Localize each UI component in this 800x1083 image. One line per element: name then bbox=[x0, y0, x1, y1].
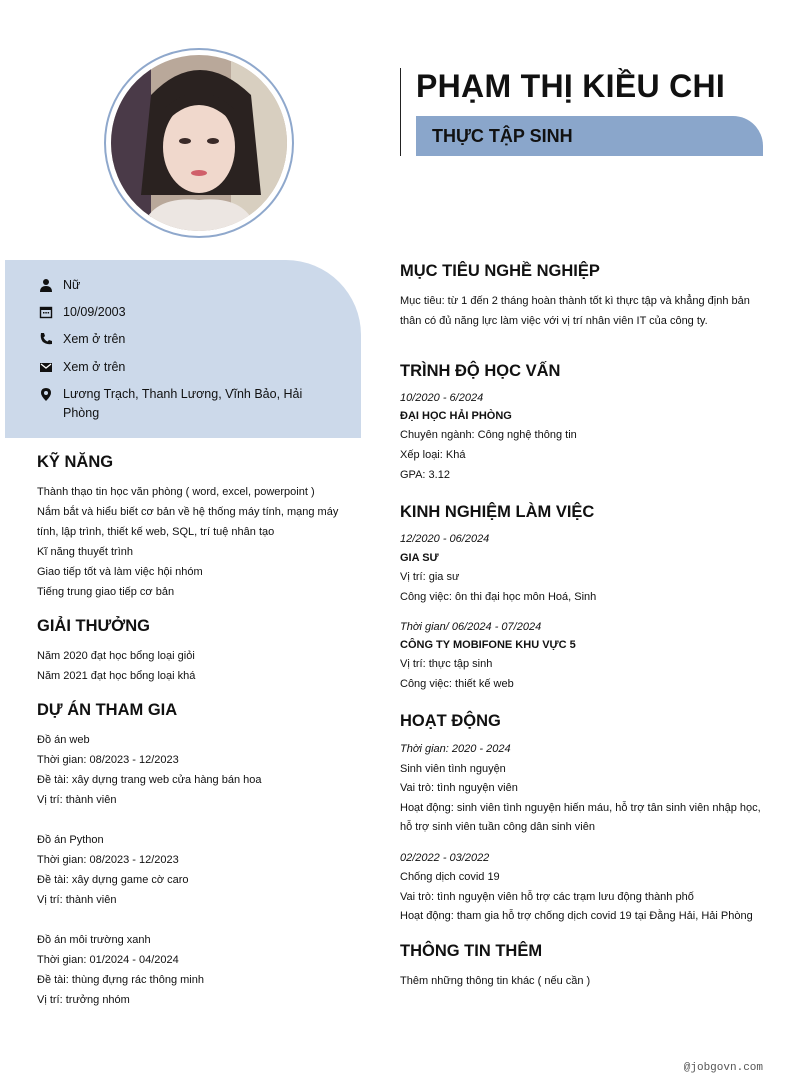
activity-name: Sinh viên tình nguyện bbox=[400, 762, 506, 775]
activity-time: 02/2022 - 03/2022 bbox=[400, 851, 490, 864]
contact-email bbox=[37, 358, 317, 377]
email-text: Xem ở trên bbox=[63, 360, 126, 374]
projects-section bbox=[37, 700, 262, 1010]
skill-line: Nắm bắt và hiểu biết cơ bản về hệ thống máy tính, mạng máy bbox=[37, 506, 339, 518]
candidate-name: PHẠM THỊ KIỀU CHI bbox=[416, 68, 726, 104]
section-title: KỸ NĂNG bbox=[37, 453, 114, 471]
section-title: MỤC TIÊU NGHỀ NGHIỆP bbox=[400, 262, 600, 280]
project-time: Thời gian: 08/2023 - 12/2023 bbox=[37, 854, 179, 866]
experience-work: Công việc: ôn thi đại học môn Hoá, Sinh bbox=[400, 591, 597, 603]
person-icon bbox=[39, 278, 53, 292]
birthday-text: 10/09/2003 bbox=[63, 305, 126, 319]
experience-role: Vị trí: thực tập sinh bbox=[400, 658, 493, 670]
project-role: Vị trí: trưởng nhóm bbox=[37, 994, 130, 1006]
project-topic: Đề tài: thùng đựng rác thông minh bbox=[37, 974, 204, 986]
experience-org: CÔNG TY MOBIFONE KHU VỰC 5 bbox=[400, 639, 576, 651]
section-title: KINH NGHIỆM LÀM VIỆC bbox=[400, 503, 595, 521]
more-info-text: Thêm những thông tin khác ( nếu cần ) bbox=[400, 975, 591, 987]
education-time: 10/2020 - 6/2024 bbox=[400, 392, 484, 404]
activity-role: Vai trò: tình nguyện viên hỗ trợ các trạm lưu động thành phố bbox=[400, 890, 694, 903]
skills-section bbox=[37, 452, 338, 602]
skill-line: Giao tiếp tốt và làm việc hội nhóm bbox=[37, 566, 203, 578]
gender-text: Nữ bbox=[63, 278, 81, 292]
project-time: Thời gian: 08/2023 - 12/2023 bbox=[37, 754, 179, 766]
award-line: Năm 2021 đạt học bổng loại khá bbox=[37, 670, 196, 682]
section-title: HOẠT ĐỘNG bbox=[400, 712, 501, 730]
position-badge: THỰC TẬP SINH bbox=[416, 116, 763, 156]
activity-desc: Hoạt động: tham gia hỗ trợ chống dịch covid 19 tại Đằng Hải, Hải Phòng bbox=[400, 910, 753, 922]
awards-section bbox=[37, 616, 195, 686]
project-role: Vị trí: thành viên bbox=[37, 794, 117, 806]
skill-line: Thành thạo tin học văn phòng ( word, excel, powerpoint ) bbox=[37, 486, 315, 498]
avatar bbox=[111, 55, 287, 231]
location-pin-icon bbox=[39, 387, 53, 401]
experience-org: GIA SƯ bbox=[400, 552, 439, 564]
award-line: Năm 2020 đạt học bổng loại giỏi bbox=[37, 650, 195, 662]
education-section bbox=[400, 361, 577, 485]
objective-section bbox=[400, 261, 750, 331]
school-name: ĐẠI HỌC HẢI PHÒNG bbox=[400, 410, 512, 422]
watermark: @jobgovn.com bbox=[683, 1062, 763, 1074]
objective-line: thân có đủ năng lực làm việc với vị trí nhân viên IT của công ty. bbox=[400, 315, 708, 327]
address-text: Lương Trạch, Thanh Lương, Vĩnh Bảo, Hải Phòng bbox=[63, 387, 303, 420]
contact-address bbox=[37, 385, 317, 423]
education-major: Chuyên ngành: Công nghệ thông tin bbox=[400, 429, 577, 441]
contact-birthday bbox=[37, 303, 317, 322]
activities-section bbox=[400, 711, 761, 927]
project-name: Đồ án môi trường xanh bbox=[37, 934, 151, 946]
education-rank: Xếp loại: Khá bbox=[400, 449, 466, 461]
section-title: THÔNG TIN THÊM bbox=[400, 942, 543, 960]
activity-desc: hỗ trợ sinh viên tuần công dân sinh viên bbox=[400, 821, 595, 833]
project-topic: Đề tài: xây dựng trang web cửa hàng bán hoa bbox=[37, 774, 262, 786]
experience-section bbox=[400, 502, 596, 694]
experience-role: Vị trí: gia sư bbox=[400, 571, 460, 583]
section-title: DỰ ÁN THAM GIA bbox=[37, 701, 178, 719]
skill-line: Kĩ năng thuyết trình bbox=[37, 546, 134, 558]
mail-icon bbox=[39, 360, 53, 374]
more-info-section bbox=[400, 941, 590, 991]
section-title: GIẢI THƯỞNG bbox=[37, 617, 151, 635]
activity-name: Chống dịch covid 19 bbox=[400, 871, 500, 883]
phone-text: Xem ở trên bbox=[63, 332, 126, 346]
section-title: TRÌNH ĐỘ HỌC VẤN bbox=[400, 362, 561, 380]
project-name: Đồ án web bbox=[37, 734, 90, 746]
calendar-icon bbox=[39, 305, 53, 319]
experience-work: Công việc: thiết kế web bbox=[400, 678, 514, 690]
skill-line: Tiếng trung giao tiếp cơ bản bbox=[37, 586, 175, 598]
activity-time: Thời gian: 2020 - 2024 bbox=[400, 743, 511, 755]
project-time: Thời gian: 01/2024 - 04/2024 bbox=[37, 954, 179, 966]
project-role: Vị trí: thành viên bbox=[37, 894, 117, 906]
skill-line: tính, lập trình, thiết kế web, SQL, trí tuệ nhân tạo bbox=[37, 526, 275, 538]
contact-gender bbox=[37, 276, 317, 295]
phone-icon bbox=[39, 332, 53, 346]
divider bbox=[400, 68, 401, 156]
project-name: Đồ án Python bbox=[37, 834, 104, 846]
objective-line: Mục tiêu: từ 1 đến 2 tháng hoàn thành tốt kì thực tập và khẳng định bản bbox=[400, 295, 750, 307]
experience-time: 12/2020 - 06/2024 bbox=[400, 533, 490, 545]
contact-phone bbox=[37, 330, 317, 349]
experience-time: Thời gian/ 06/2024 - 07/2024 bbox=[400, 621, 542, 633]
activity-role: Vai trò: tình nguyện viên bbox=[400, 782, 518, 794]
education-gpa: GPA: 3.12 bbox=[400, 469, 450, 481]
activity-desc: Hoạt động: sinh viên tình nguyện hiến máu, hỗ trợ tân sinh viên nhập học, bbox=[400, 801, 761, 814]
project-topic: Đề tài: xây dựng game cờ caro bbox=[37, 874, 189, 886]
